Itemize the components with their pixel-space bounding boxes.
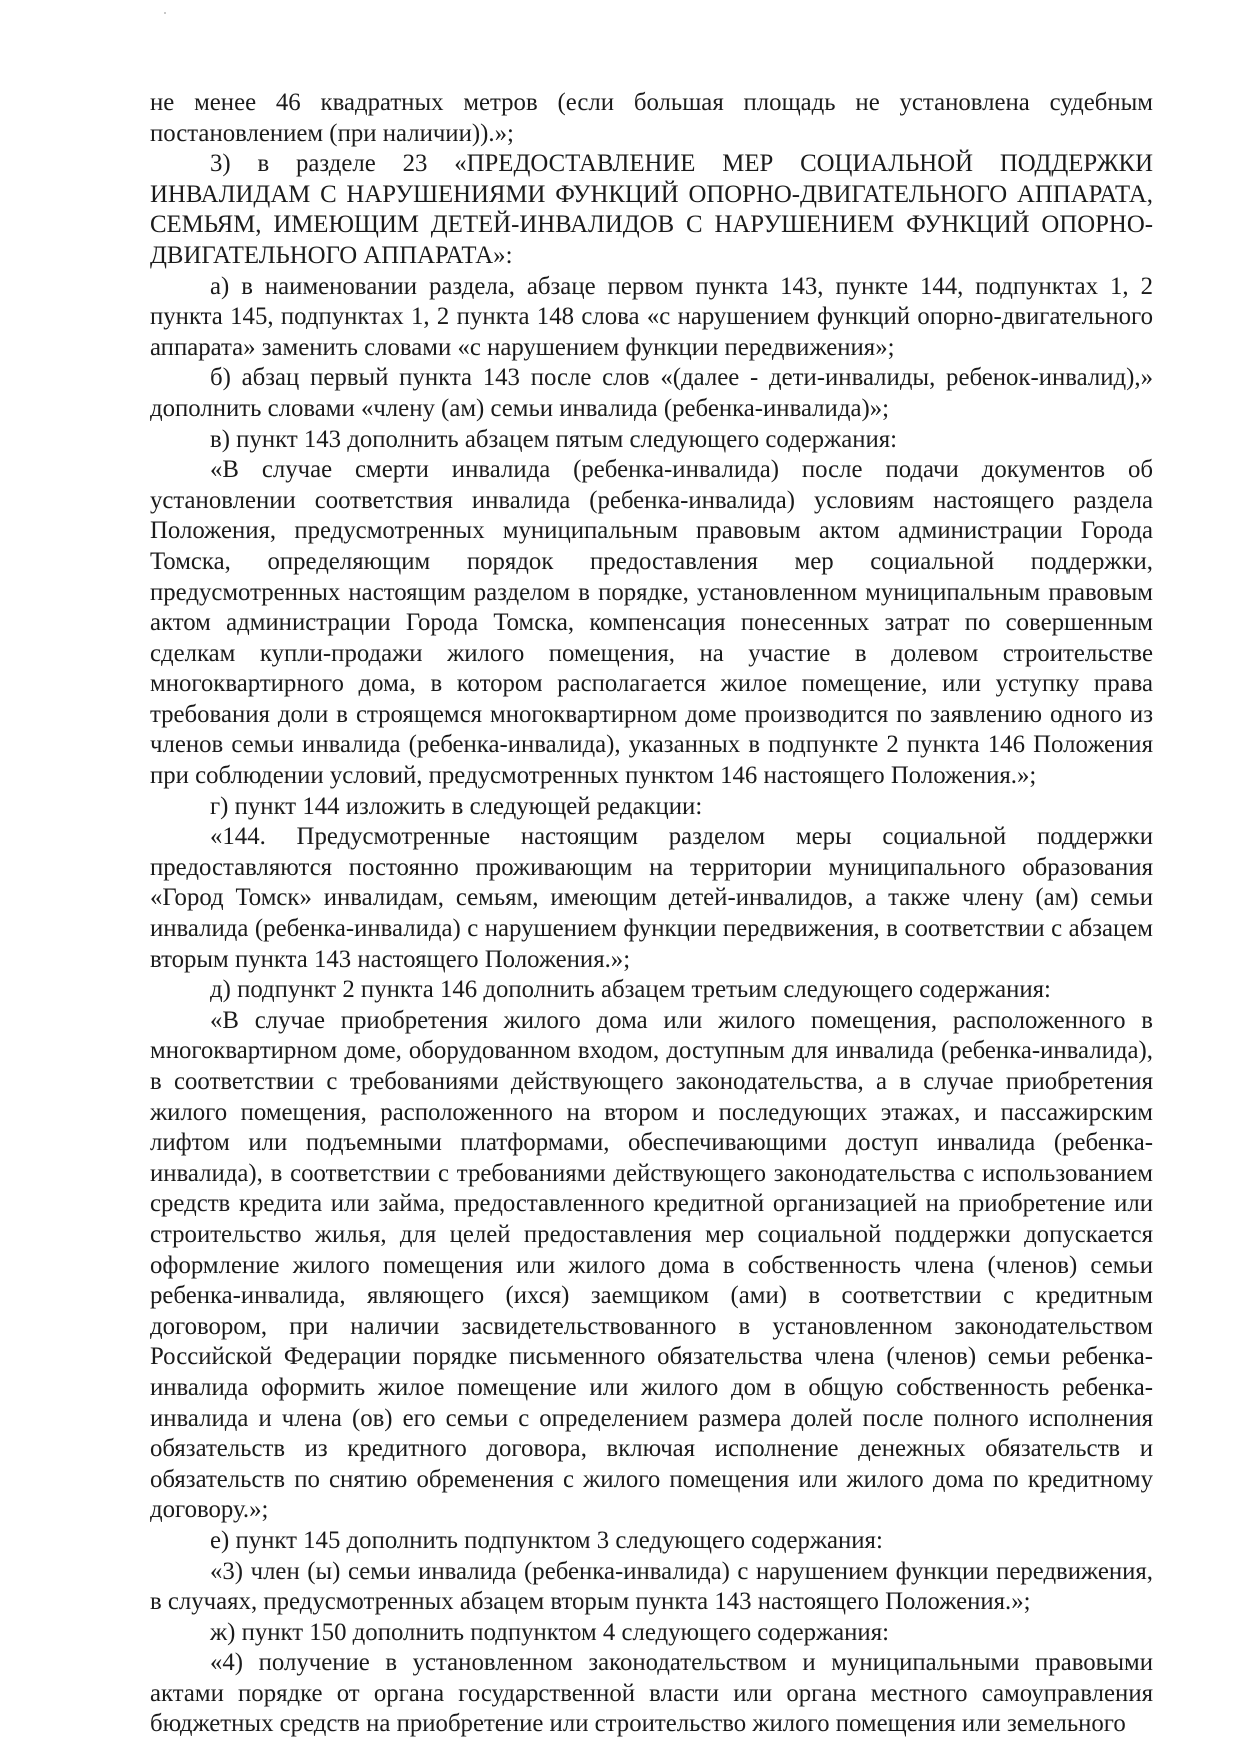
paragraph-item-e: е) пункт 145 дополнить подпунктом 3 следующего содержания: (210, 1526, 883, 1554)
paragraph-item-v: в) пункт 143 дополнить абзацем пятым следующего содержания: (210, 425, 898, 453)
paragraph-section-23-heading: 3) в разделе 23 «ПРЕДОСТАВЛЕНИЕ МЕР СОЦИАЛЬНОЙ ПОДДЕРЖКИ ИНВАЛИДАМ С НАРУШЕНИЯМИ ФУНКЦИЙ ОПОРНО-ДВИГАТЕЛЬНОГО АППАРАТА, СЕМЬЯМ, ИМЕЮЩИМ ДЕТЕЙ-ИНВАЛИДОВ С НАРУШЕНИЕМ ФУНКЦИЙ ОПОРНО-ДВИГАТЕЛЬНОГО АППАРАТА»: (150, 150, 1153, 269)
paragraph-item-g: г) пункт 144 изложить в следующей редакции: (210, 792, 703, 820)
paragraph-quote-150: «4) получение в установленном законодательством и муниципальными правовыми актами порядке от органа государственной власти или органа местного самоуправления бюджетных средств на приобретение или строительство жилого помещения или земельного (150, 1649, 1153, 1738)
paragraph-quote-145: «3) член (ы) семьи инвалида (ребенка-инвалида) с нарушением функции передвижения, в случаях, предусмотренных абзацем вторым пункта 143 настоящего Положения.»; (150, 1557, 1153, 1616)
paragraph-continuation: не менее 46 квадратных метров (если большая площадь не установлена судебным постановлением (при наличии)).»; (150, 89, 1153, 147)
paragraph-quote-146: «В случае приобретения жилого дома или жилого помещения, расположенного в многоквартирном доме, оборудованном входом, доступным для инвалида (ребенка-инвалида), в соответствии с требованиями действующего законодательства, а в случае приобретения жилого помещения, расположенного на втором и последующих этажах, и пассажирским лифтом или подъемными платформами, обеспечивающими доступ инвалида (ребенка-инвалида), в соответствии с требованиями действующего законодательства с использованием средств кредита или займа, предоставленного кредитной организацией на приобретение или строительство жилья, для целей предоставления мер социальной поддержки допускается оформление жилого помещения или жилого дома в собственность члена (членов) семьи ребенка-инвалида, являющего (ихся) заемщиком (ами) в соответствии с кредитным договором, при наличии засвидетельствованного в установленном законодательством Российской Федерации порядке письменного обязательства члена (членов) семьи ребенка-инвалида оформить жилое помещение или жилого дом в общую собственность ребенка-инвалида и члена (ов) его семьи с определением размера долей после полного исполнения обязательств из кредитного договора, включая исполнение денежных обязательств и обязательств по снятию обременения с жилого помещения или жилого дома по кредитному договору.»; (150, 1006, 1153, 1524)
document-page (150, 88, 1153, 1740)
paragraph-item-zh: ж) пункт 150 дополнить подпунктом 4 следующего содержания: (210, 1618, 889, 1646)
paragraph-item-d: д) подпункт 2 пункта 146 дополнить абзацем третьим следующего содержания: (210, 976, 1051, 1004)
paragraph-quote-143: «В случае смерти инвалида (ребенка-инвалида) после подачи документов об установлении соответствия инвалида (ребенка-инвалида) условиям настоящего раздела Положения, предусмотренных муниципальным правовым актом администрации Города Томска, определяющим порядок предоставления мер социальной поддержки, предусмотренных настоящим разделом в порядке, установленном муниципальным правовым актом администрации Города Томска, компенсация понесенных затрат по совершенным сделкам купли-продажи жилого помещения, на участие в долевом строительстве многоквартирного дома, в котором располагается жилое помещение, или уступку права требования доли в строящемся многоквартирном доме производится по заявлению одного из членов семьи инвалида (ребенка-инвалида), указанных в подпункте 2 пункта 146 Положения при соблюдении условий, предусмотренных пунктом 146 настоящего Положения.»; (150, 456, 1153, 790)
scan-speck (164, 12, 166, 14)
paragraph-quote-144: «144. Предусмотренные настоящим разделом меры социальной поддержки предоставляются постоянно проживающим на территории муниципального образования «Город Томск» инвалидам, семьям, имеющим детей-инвалидов, а также члену (ам) семьи инвалида (ребенка-инвалида) с нарушением функции передвижения, в соответствии с абзацем вторым пункта 143 настоящего Положения.»; (150, 823, 1153, 973)
paragraph-item-b: б) абзац первый пункта 143 после слов «(далее - дети-инвалиды, ребенок-инвалид),» дополнить словами «члену (ам) семьи инвалида (ребенка-инвалида)»; (150, 364, 1153, 422)
paragraph-item-a: а) в наименовании раздела, абзаце первом пункта 143, пункте 144, подпунктах 1, 2 пункта 145, подпунктах 1, 2 пункта 148 слова «с нарушением функций опорно-двигательного аппарата» заменить словами «с нарушением функции передвижения»; (150, 272, 1153, 361)
